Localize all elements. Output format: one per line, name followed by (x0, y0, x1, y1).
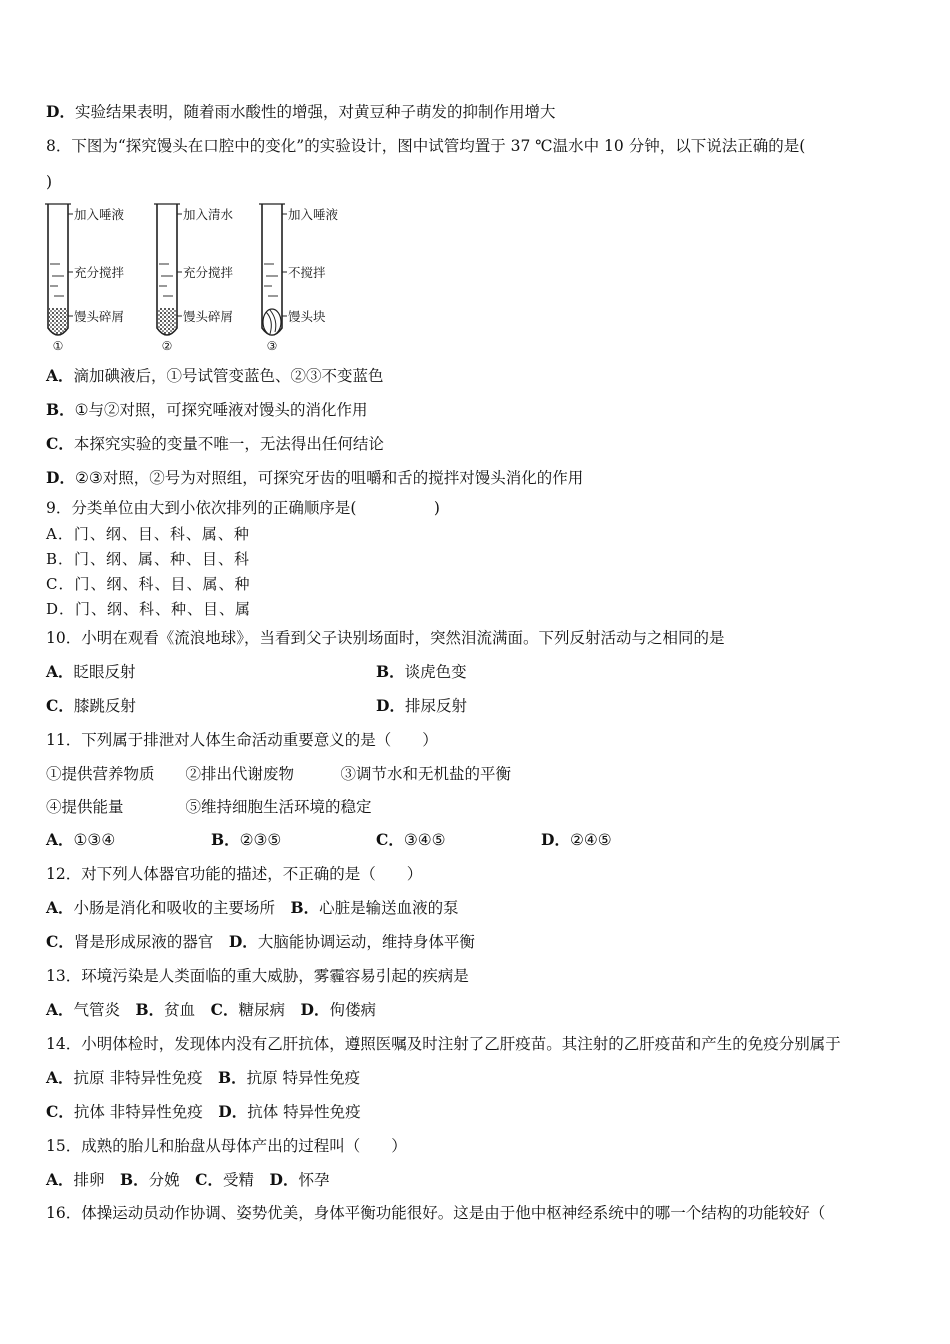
option-letter: C． (46, 932, 74, 951)
option-text: 分娩 (148, 1171, 196, 1189)
option-letter: B． (376, 662, 405, 681)
option-text: 怀孕 (298, 1171, 330, 1189)
option-text: ①与②对照，可探究唾液对馒头的消化作用 (74, 401, 368, 419)
option-text: 气管炎 (73, 1001, 136, 1019)
q9-option-d: D．门、纲、科、种、目、属 (46, 600, 252, 618)
q15-options (46, 1170, 330, 1190)
option-letter: C． (46, 1102, 74, 1121)
tube-3-number: ③ (266, 339, 278, 353)
q10-option-d (376, 696, 467, 716)
option-text: 谈虎色变 (404, 663, 467, 681)
q14-options-row2 (46, 1102, 361, 1122)
option-letter: A． (46, 662, 74, 681)
option-text: ②④⑤ (569, 831, 612, 849)
option-text: ②③对照，②号为对照组，可探究牙齿的咀嚼和舌的搅拌对馒头消化的作用 (74, 469, 584, 487)
q12-options-row2 (46, 932, 475, 952)
option-letter: B． (135, 1000, 165, 1019)
option-text: 大脑能协调运动，维持身体平衡 (257, 933, 475, 951)
q8-option-b (46, 400, 368, 420)
tube-1 (45, 204, 73, 335)
option-letter: D． (46, 468, 75, 487)
tube-1-mid-label: 充分搅拌 (74, 265, 125, 280)
option-letter: D． (541, 830, 570, 849)
q10-options-row1 (46, 662, 467, 682)
tube-1-bottom-label: 馒头碎屑 (74, 309, 125, 324)
option-text: 抗体 非特异性免疫 (73, 1103, 219, 1121)
q11-options (46, 830, 612, 850)
q8-stem: 8．下图为“探究馒头在口腔中的变化”的实验设计，图中试管均置于 37 ℃温水中 10 分钟，以下说法正确的是( (46, 137, 806, 155)
option-text: 抗原 非特异性免疫 (73, 1069, 218, 1087)
tube-1-top-label: 加入唾液 (74, 207, 125, 222)
tube-2 (154, 204, 182, 335)
option-text: 受精 (223, 1171, 270, 1189)
q10-options-row2 (46, 696, 467, 716)
option-letter: D． (269, 1170, 299, 1189)
q10-stem: 10．小明在观看《流浪地球》，当看到父子诀别场面时，突然泪流满面。下列反射活动与之相同的是 (46, 629, 725, 647)
tube-3-bottom-label: 馒头块 (288, 309, 326, 324)
q8-option-d (46, 468, 583, 488)
option-text: 抗原 特异性免疫 (246, 1069, 361, 1087)
option-text: 肾是形成尿液的器官 (73, 933, 229, 951)
test-tube-figure (40, 200, 360, 356)
option-letter: A． (46, 366, 74, 385)
q13-options (46, 1000, 376, 1020)
q9-stem: 9．分类单位由大到小依次排列的正确顺序是( ) (46, 499, 440, 517)
q11-stem: 11．下列属于排泄对人体生命活动重要意义的是（ ） (46, 731, 438, 749)
option-text: 实验结果表明，随着雨水酸性的增强，对黄豆种子萌发的抑制作用增大 (74, 103, 556, 121)
option-letter: B． (290, 898, 320, 917)
q12-options-row1 (46, 898, 459, 918)
q8-option-a (46, 366, 384, 386)
q8-option-c (46, 434, 384, 454)
option-letter: B． (211, 830, 240, 849)
option-text: ③④⑤ (403, 831, 446, 849)
option-text: 本探究实验的变量不唯一，无法得出任何结论 (73, 435, 384, 453)
option-letter: A． (46, 1068, 74, 1087)
option-letter: D． (218, 1102, 248, 1121)
q9-option-a: A．门、纲、目、科、属、种 (46, 525, 250, 543)
q15-stem: 15．成熟的胎儿和胎盘从母体产出的过程叫（ ） (46, 1137, 407, 1155)
q16-stem: 16．体操运动员动作协调、姿势优美，身体平衡功能很好。这是由于他中枢神经系统中的哪一个结构的功能较好（ (46, 1204, 826, 1222)
q11-option-b (211, 830, 281, 850)
option-text: 心脏是输送血液的泵 (319, 899, 459, 917)
option-text: 滴加碘液后，①号试管变蓝色、②③不变蓝色 (73, 367, 384, 385)
option-text: 糖尿病 (238, 1001, 301, 1019)
q9-option-c: C．门、纲、科、目、属、种 (46, 575, 251, 593)
q11-option-c (376, 830, 446, 850)
q11-option-d (541, 830, 612, 850)
option-letter: A． (46, 1000, 74, 1019)
tube-3 (259, 204, 287, 335)
q14-stem: 14．小明体检时，发现体内没有乙肝抗体，遵照医嘱及时注射了乙肝疫苗。其注射的乙肝疫苗和产生的免疫分别属于 (46, 1035, 841, 1053)
q8-stem-end: ) (46, 173, 53, 191)
option-text: ①③④ (73, 831, 116, 849)
option-letter: D． (46, 102, 75, 121)
q13-stem: 13．环境污染是人类面临的重大威胁，雾霾容易引起的疾病是 (46, 967, 469, 985)
q7-option-d (46, 102, 555, 122)
option-letter: C． (210, 1000, 239, 1019)
option-letter: B． (46, 400, 75, 419)
option-text: 眨眼反射 (73, 663, 136, 681)
option-text: 排尿反射 (404, 697, 467, 715)
option-text: 排卵 (73, 1171, 121, 1189)
option-text: 贫血 (164, 1001, 211, 1019)
tube-2-mid-label: 充分搅拌 (183, 265, 234, 280)
option-letter: D． (376, 696, 405, 715)
option-letter: C． (195, 1170, 224, 1189)
option-letter: B． (217, 1068, 247, 1087)
option-letter: C． (46, 434, 74, 453)
tube-2-top-label: 加入清水 (183, 207, 234, 222)
option-letter: C． (376, 830, 404, 849)
tube-1-number: ① (52, 339, 64, 353)
q11-items-row1: ①提供营养物质 ②排出代谢废物 ③调节水和无机盐的平衡 (46, 765, 512, 783)
option-text: 抗体 特异性免疫 (247, 1103, 361, 1121)
q9-option-b: B．门、纲、属、种、目、科 (46, 550, 251, 568)
option-letter: A． (46, 1170, 74, 1189)
option-text: 膝跳反射 (73, 697, 136, 715)
option-letter: C． (46, 696, 74, 715)
q11-items-row2: ④提供能量 ⑤维持细胞生活环境的稳定 (46, 798, 372, 816)
q12-stem: 12．对下列人体器官功能的描述，不正确的是（ ） (46, 865, 423, 883)
option-letter: D． (228, 932, 258, 951)
tube-3-top-label: 加入唾液 (288, 207, 339, 222)
option-letter: A． (46, 898, 74, 917)
option-letter: A． (46, 830, 74, 849)
tube-2-number: ② (161, 339, 173, 353)
tube-3-mid-label: 不搅拌 (288, 265, 326, 280)
q14-options-row1 (46, 1068, 360, 1088)
option-letter: B． (120, 1170, 149, 1189)
q10-option-b (376, 662, 467, 682)
option-text: 小肠是消化和吸收的主要场所 (73, 899, 291, 917)
option-text: ②③⑤ (239, 831, 282, 849)
option-text: 佝偻病 (329, 1001, 376, 1019)
tube-2-bottom-label: 馒头碎屑 (183, 309, 234, 324)
option-letter: D． (300, 1000, 330, 1019)
